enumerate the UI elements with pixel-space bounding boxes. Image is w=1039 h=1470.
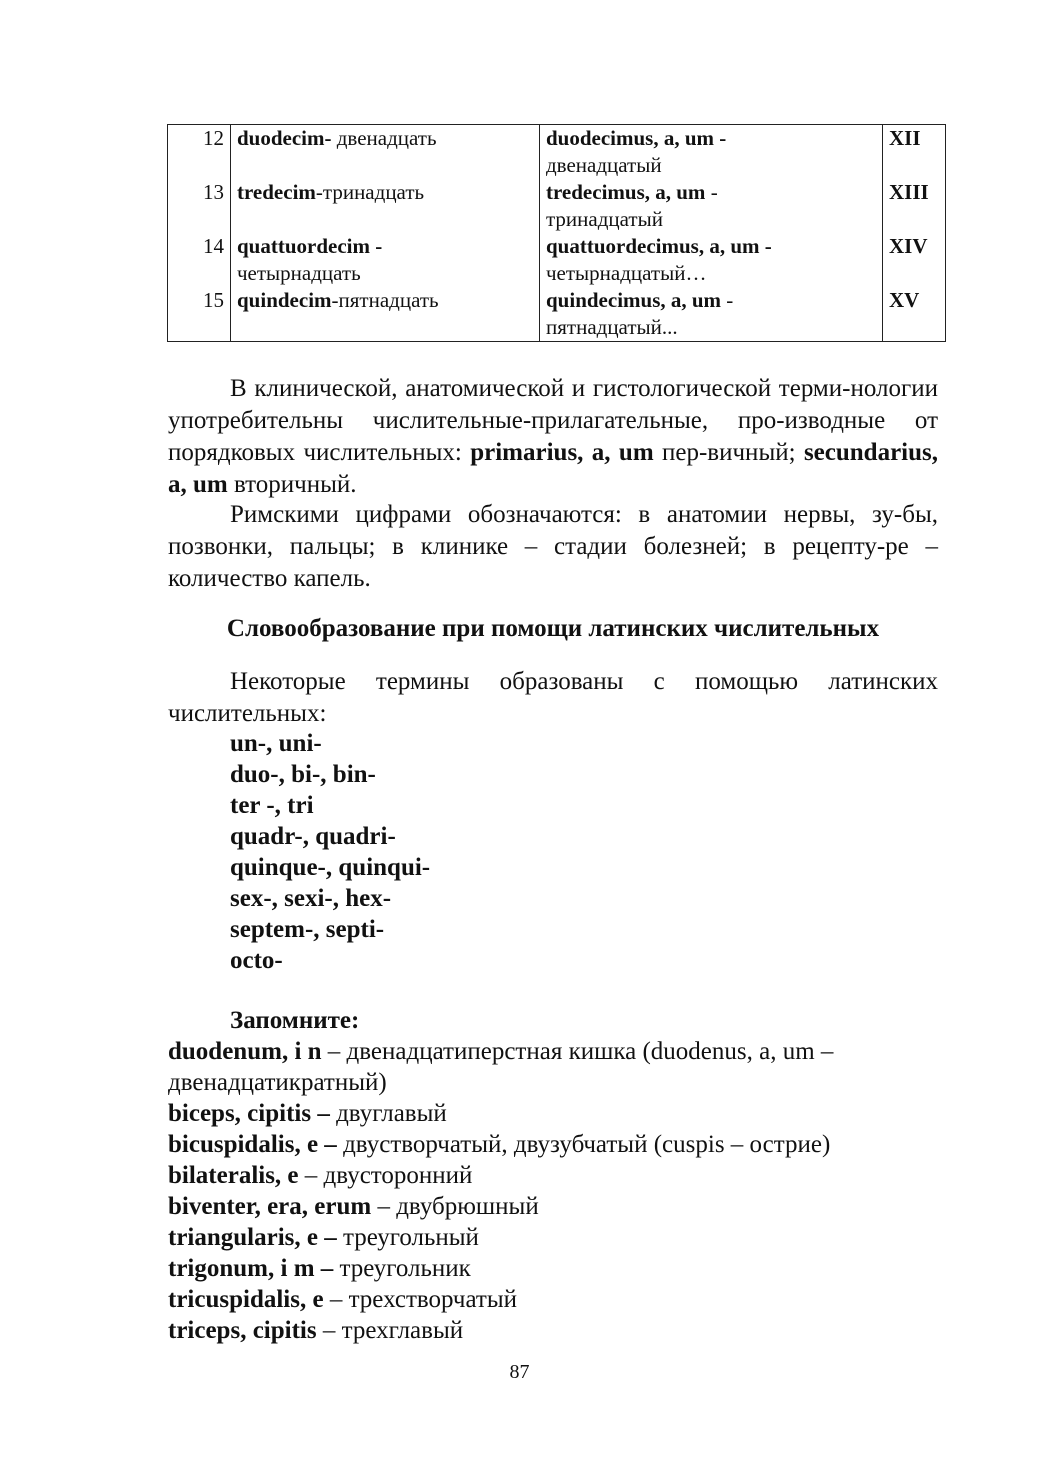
paragraph-text: В клинической, анатомической и гистологической терми-нологии употребительны числительные-прилагательные, про-изводные от порядковых числительных: (168, 375, 938, 466)
list-item: duo-, bi-, bin- (230, 761, 376, 788)
row-number: 13 (203, 180, 224, 204)
cardinal-latin: quindecim (237, 288, 332, 312)
list-item (168, 1253, 943, 1284)
list-item (168, 1222, 943, 1253)
number-cell (168, 125, 231, 342)
vocab-definition: треугольный (336, 1224, 479, 1251)
numerals-table (167, 124, 946, 342)
cardinal-entry (237, 125, 533, 179)
ordinal-dash: - (705, 180, 718, 204)
remember-label: Запомните: (230, 1007, 360, 1034)
cardinal-latin: quattuordecim - (237, 234, 383, 258)
ordinal-latin: quindecimus, a, um (546, 288, 722, 312)
vocab-term: biceps, cipitis – (168, 1100, 330, 1127)
ordinal-entry (546, 233, 876, 287)
roman-numeral: XV (889, 288, 920, 312)
roman-numeral: XIII (889, 180, 929, 204)
row-number: 12 (203, 126, 224, 150)
ordinal-entry (546, 125, 876, 179)
cardinal-russian: -пятнадцать (331, 288, 439, 312)
paragraph-ordinal-adjectives (168, 373, 938, 501)
list-item: septem-, septi- (230, 916, 385, 943)
vocab-definition: – трехглавый (316, 1317, 464, 1344)
ordinal-russian: четырнадцатый… (546, 261, 707, 285)
cardinal-cell (231, 125, 540, 342)
list-item: quinque-, quinqui- (230, 854, 431, 881)
ordinal-latin: quattuordecimus, a, um (546, 234, 760, 258)
list-item (168, 1129, 943, 1160)
paragraph-text: вторичный. (227, 471, 357, 498)
vocab-term: tricuspidalis, e (168, 1286, 324, 1313)
ordinal-latin: tredecimus, a, um (546, 180, 706, 204)
roman-cell (883, 125, 946, 342)
paragraph-roman-numerals (168, 499, 938, 595)
prefix-list (230, 728, 430, 976)
ordinal-entry (546, 287, 876, 341)
vocab-definition: двуглавый (329, 1100, 447, 1127)
cardinal-entry (237, 233, 533, 287)
list-item: un-, uni- (230, 730, 322, 757)
cardinal-entry (237, 287, 533, 341)
ordinal-dash: - (759, 234, 772, 258)
roman-numeral: XII (889, 126, 921, 150)
ordinal-cell (540, 125, 883, 342)
vocab-definition: – двенадцатиперстная кишка (duodenus, a, um – двенадцатикратный) (168, 1038, 834, 1096)
vocab-term: triceps, cipitis (168, 1317, 317, 1344)
row-number: 14 (203, 234, 224, 258)
list-item (168, 1315, 943, 1346)
paragraph-text: Римскими цифрами обозначаются: в анатомии нервы, зу-бы, позвонки, пальцы; в клинике – стадии болезней; в рецепту-ре – количество капель. (168, 501, 938, 592)
list-item (168, 1284, 943, 1315)
list-item: ter -, tri (230, 792, 314, 819)
vocab-definition: – трехстворчатый (323, 1286, 518, 1313)
list-item: sex-, sexi-, hex- (230, 885, 392, 912)
vocab-term: triangularis, e – (168, 1224, 337, 1251)
paragraph-text: Некоторые термины образованы с помощью латинских числительных: (168, 668, 938, 727)
list-item (168, 1160, 943, 1191)
paragraph-text: пер-вичный; (653, 439, 804, 466)
vocab-definition: двустворчатый, двузубчатый (cuspis – острие) (336, 1131, 831, 1158)
ordinal-russian: пятнадцатый... (546, 315, 678, 339)
vocab-term: biventer, era, erum (168, 1193, 372, 1220)
ordinal-latin: duodecimus, a, um (546, 126, 715, 150)
list-item: octo- (230, 947, 283, 974)
ordinal-entry (546, 179, 876, 233)
page-number: 87 (509, 1361, 530, 1383)
row-number: 15 (203, 288, 224, 312)
vocab-term: bicuspidalis, e – (168, 1131, 337, 1158)
table-row (168, 125, 946, 342)
cardinal-russian: четырнадцать (237, 261, 361, 285)
vocab-definition: треугольник (333, 1255, 471, 1282)
cardinal-latin: duodecim- (237, 126, 332, 150)
vocab-term: bilateralis, e (168, 1162, 299, 1189)
paragraph-intro (168, 666, 938, 730)
vocab-term: duodenum, i n (168, 1038, 322, 1065)
vocab-definition: – двусторонний (298, 1162, 473, 1189)
list-item (168, 1098, 943, 1129)
ordinal-russian: тринадцатый (546, 207, 663, 231)
latin-term: secundarius, a, um (168, 439, 938, 498)
cardinal-russian: двенадцать (331, 126, 437, 150)
latin-term: primarius, a, um (470, 439, 654, 466)
ordinal-dash: - (714, 126, 727, 150)
vocab-definition: – двубрюшный (371, 1193, 539, 1220)
roman-numeral: XIV (889, 234, 928, 258)
list-item: quadr-, quadri- (230, 823, 396, 850)
cardinal-entry (237, 179, 533, 233)
cardinal-latin: tredecim (237, 180, 316, 204)
list-item (168, 1036, 943, 1098)
ordinal-russian: двенадцатый (546, 153, 662, 177)
vocab-term: trigonum, i m – (168, 1255, 334, 1282)
cardinal-russian: -тринадцать (315, 180, 425, 204)
list-item (168, 1191, 943, 1222)
ordinal-dash: - (721, 288, 734, 312)
section-heading: Словообразование при помощи латинских числительных (226, 615, 880, 642)
vocabulary-list (168, 1036, 943, 1346)
